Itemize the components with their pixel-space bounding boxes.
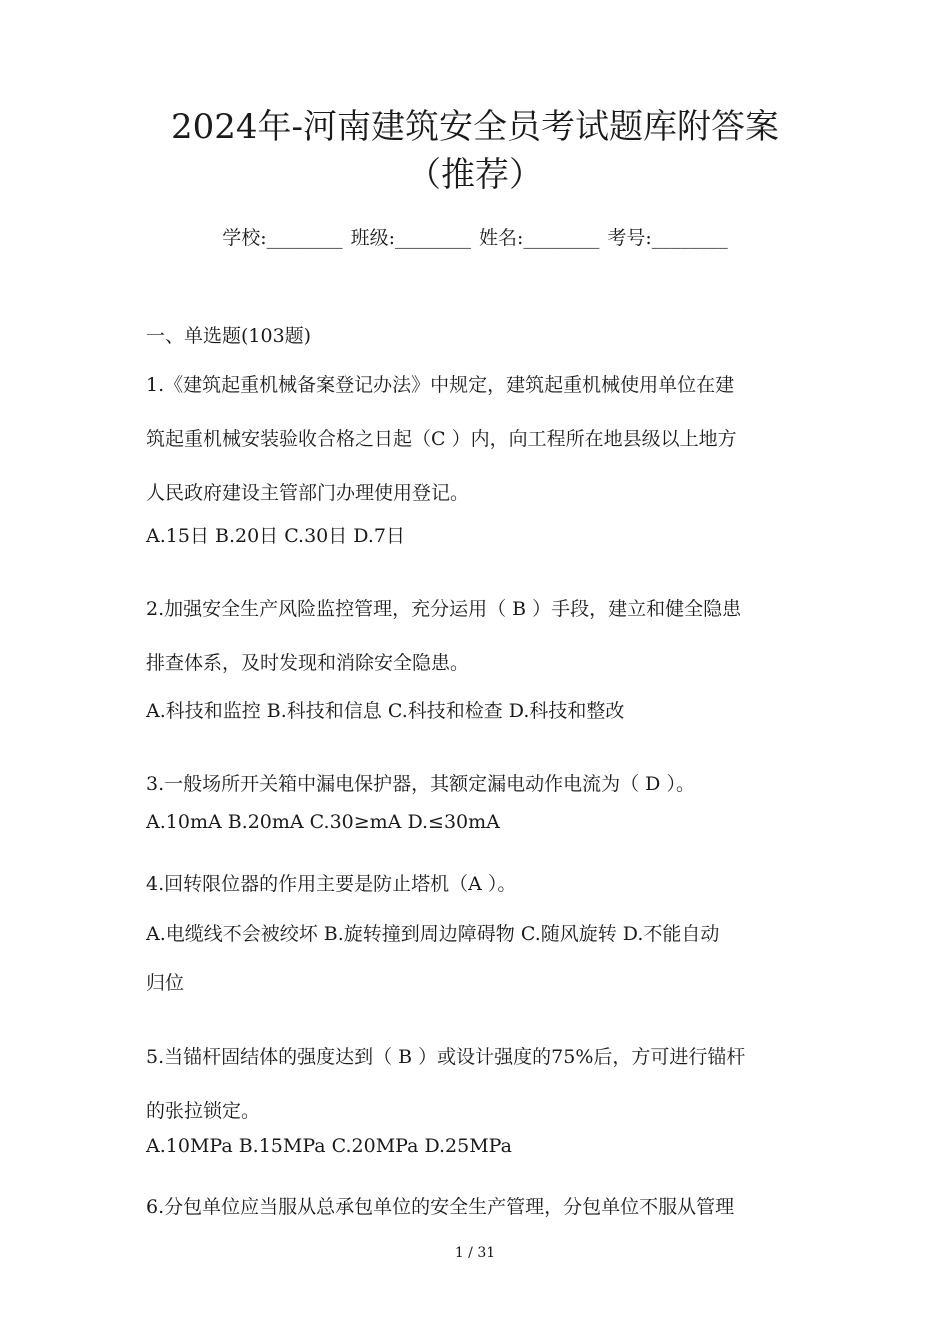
question-1-options: A.15日 B.20日 C.30日 D.7日 [146,525,405,547]
page-number: 1 / 31 [454,1245,496,1261]
question-5-line-2: 的张拉锁定。 [146,1100,261,1122]
document-title-line1: 2024年-河南建筑安全员考试题库附答案 [170,107,779,147]
question-4-options-line-2: 归位 [146,972,185,994]
question-3-line-1: 3.一般场所开关箱中漏电保护器，其额定漏电动作电流为（ D ）。 [146,773,695,795]
question-5-line-1: 5.当锚杆固结体的强度达到（ B ）或设计强度的75%后，方可进行锚杆 [146,1046,746,1068]
question-2-options: A.科技和监控 B.科技和信息 C.科技和检查 D.科技和整改 [146,700,625,722]
exam-number-field: 考号:________ [607,227,728,249]
question-1-line-3: 人民政府建设主管部门办理使用登记。 [146,482,470,504]
question-4-line-1: 4.回转限位器的作用主要是防止塔机（A ）。 [146,873,517,895]
document-title-line2: （推荐） [407,155,543,195]
question-1-line-2: 筑起重机械安装验收合格之日起（C ）内，向工程所在地县级以上地方 [146,428,737,450]
question-1-line-1: 1.《建筑起重机械备案登记办法》中规定，建筑起重机械使用单位在建 [146,374,735,396]
class-field: 班级:________ [350,227,471,249]
question-2-line-1: 2.加强安全生产风险监控管理，充分运用（ B ）手段，建立和健全隐患 [146,598,742,620]
question-2-line-2: 排查体系，及时发现和消除安全隐患。 [146,652,470,674]
section-heading: 一、单选题(103题) [146,325,312,347]
question-4-options-line-1: A.电缆线不会被绞坏 B.旋转撞到周边障碍物 C.随风旋转 D.不能自动 [146,923,720,945]
student-info-row [0,224,950,252]
name-field: 姓名:________ [479,227,600,249]
school-field: 学校:________ [222,227,343,249]
question-5-options: A.10MPa B.15MPa C.20MPa D.25MPa [146,1135,512,1157]
question-3-options: A.10mA B.20mA C.30≥mA D.≤30mA [146,811,500,833]
question-6-line-1: 6.分包单位应当服从总承包单位的安全生产管理，分包单位不服从管理 [146,1196,735,1218]
